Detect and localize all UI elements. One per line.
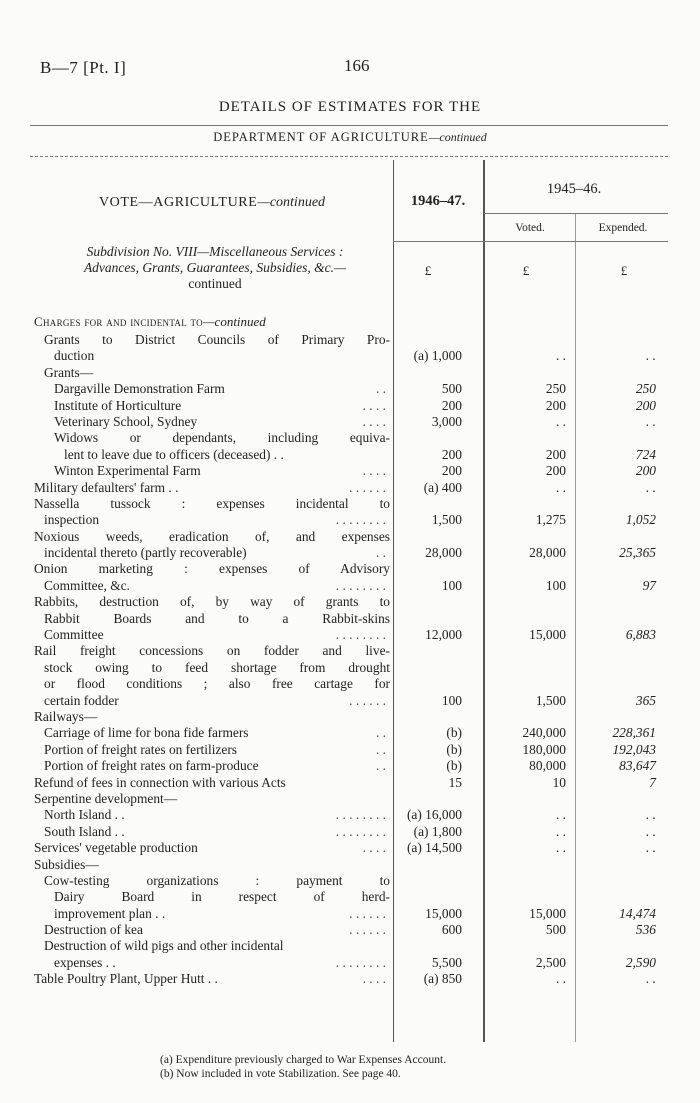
row-description-text: Grants to District Councils of Primary Pro-: [44, 332, 390, 347]
row-value-voted: 15,000: [529, 905, 566, 921]
table-row: [0, 742, 700, 758]
row-value-1946-47: 600: [441, 922, 462, 938]
row-value-expended: 6,883: [625, 627, 656, 643]
row-description: [44, 922, 390, 938]
row-value-expended: 25,365: [619, 545, 656, 561]
row-value-expended: 83,647: [619, 758, 656, 774]
row-description: [64, 447, 390, 463]
row-description-text: Rabbits, destruction of, by way of grants to: [34, 594, 390, 610]
table-row: [0, 709, 700, 725]
table-row: [0, 512, 700, 528]
table-row: [0, 529, 700, 545]
table-row: [0, 693, 700, 709]
row-value-voted: . .: [555, 479, 566, 495]
row-value-1946-47: 5,500: [431, 954, 462, 970]
row-description-text: expenses . .: [54, 954, 116, 970]
row-description: [54, 430, 390, 446]
subdivision-heading: [34, 244, 396, 292]
row-description-text: Railways—: [34, 708, 98, 724]
row-description: [44, 365, 390, 381]
row-leader-dots: . . . .: [362, 971, 386, 987]
row-value-voted: 200: [545, 397, 566, 413]
row-value-expended: 14,474: [619, 905, 656, 921]
row-leader-dots: . . . .: [362, 397, 386, 413]
row-value-1946-47: (b): [446, 758, 462, 774]
vote-continued: —continued: [257, 195, 326, 210]
table-row: [0, 807, 700, 823]
row-value-1946-47: 200: [441, 397, 462, 413]
table-row: [0, 857, 700, 873]
row-description-text: Institute of Horticulture: [54, 397, 182, 413]
row-description-text: incidental thereto (partly recoverable): [44, 545, 247, 561]
table-row: [0, 775, 700, 791]
department-name: DEPARTMENT OF AGRICULTURE: [213, 130, 429, 144]
row-leader-dots: . . . . . .: [349, 905, 386, 921]
estimates-table: [0, 332, 700, 988]
row-description: [34, 857, 390, 873]
row-description: [44, 512, 390, 528]
table-row: [0, 725, 700, 741]
table-row: [0, 398, 700, 414]
row-description-text: Portion of freight rates on farm-produce: [44, 758, 259, 774]
currency-1946: £: [424, 263, 432, 278]
table-row: [0, 447, 700, 463]
row-value-expended: 2,590: [625, 954, 656, 970]
row-value-1946-47: 12,000: [425, 627, 462, 643]
row-description: [34, 971, 390, 987]
row-leader-dots: . . . .: [362, 413, 386, 429]
row-description: [34, 791, 390, 807]
row-value-1946-47: 1,500: [431, 512, 462, 528]
column-header-voted: Voted.: [515, 222, 545, 234]
row-description: [44, 611, 390, 627]
row-description: [44, 578, 390, 594]
row-description-text: lent to leave due to officers (deceased) . .: [64, 446, 284, 462]
row-value-1946-47: (a) 16,000: [406, 807, 462, 823]
row-value-1946-47: (a) 400: [423, 479, 462, 495]
table-row: [0, 561, 700, 577]
row-description: [44, 725, 390, 741]
row-value-expended: . .: [645, 479, 656, 495]
row-description-text: Cow-testing organizations : payment to: [44, 872, 390, 888]
row-description: [34, 561, 390, 577]
row-value-voted: 10: [552, 774, 566, 790]
table-row: [0, 414, 700, 430]
row-leader-dots: . . . .: [362, 840, 386, 856]
row-value-expended: 7: [649, 774, 656, 790]
subdivision-line-1-text: Subdivision No. VIII—Miscellaneous Services :: [86, 244, 344, 259]
row-description: [44, 332, 390, 348]
vote-name: VOTE—AGRICULTURE: [98, 195, 258, 210]
table-row: [0, 889, 700, 905]
row-description-text: stock owing to feed shortage from drought: [44, 659, 390, 675]
page-number: 166: [344, 56, 370, 75]
table-row: [0, 480, 700, 496]
row-description: [54, 463, 390, 479]
table-row: [0, 578, 700, 594]
department-heading: [0, 130, 700, 145]
footnote-a: (a) Expenditure previously charged to War Expenses Account.: [160, 1054, 447, 1066]
vote-title: [32, 195, 392, 211]
table-row: [0, 381, 700, 397]
column-header-rule: [393, 241, 668, 242]
row-description-text: Refund of fees in connection with various Acts: [34, 774, 286, 790]
table-row: [0, 332, 700, 348]
table-row: [0, 840, 700, 856]
table-row: [0, 873, 700, 889]
row-description-text: Destruction of wild pigs and other incidental: [44, 938, 284, 954]
row-value-expended: . .: [645, 348, 656, 364]
row-description: [44, 545, 390, 561]
section-heading: [34, 314, 266, 330]
table-row: [0, 791, 700, 807]
row-description-text: inspection: [44, 512, 100, 528]
row-leader-dots: . . . . . . . .: [335, 807, 386, 823]
row-description: [44, 660, 390, 676]
table-row: [0, 938, 700, 954]
table-row: [0, 496, 700, 512]
table-row: [0, 430, 700, 446]
table-row: [0, 971, 700, 987]
row-value-1946-47: 15: [448, 774, 462, 790]
row-leader-dots: . . . . . .: [349, 692, 386, 708]
row-description-text: or flood conditions ; also free cartage for: [44, 676, 390, 692]
row-description-text: Veterinary School, Sydney: [54, 413, 198, 429]
row-description-text: Noxious weeds, eradication of, and expenses: [34, 528, 390, 544]
row-description: [54, 398, 390, 414]
column-header-1945-46: 1945–46.: [546, 181, 602, 197]
row-value-expended: . .: [645, 823, 656, 839]
column-header-expended: Expended.: [598, 222, 648, 234]
row-value-expended: . .: [645, 807, 656, 823]
row-description-text: Onion marketing : expenses of Advisory: [34, 561, 390, 577]
row-leader-dots: . . . . . .: [349, 922, 386, 938]
row-value-1946-47: (a) 14,500: [406, 840, 462, 856]
row-value-voted: . .: [555, 971, 566, 987]
row-leader-dots: . . . .: [362, 463, 386, 479]
row-description-text: duction: [54, 348, 95, 364]
currency-voted: £: [522, 263, 530, 278]
row-description-text: Table Poultry Plant, Upper Hutt . .: [34, 971, 218, 987]
year-header-rule: [484, 213, 668, 214]
row-description: [44, 758, 390, 774]
row-description-text: Rail freight concessions on fodder and live-: [34, 643, 390, 659]
row-description-text: Portion of freight rates on fertilizers: [44, 741, 237, 757]
row-description: [54, 381, 390, 397]
row-description: [44, 824, 390, 840]
row-description: [44, 807, 390, 823]
row-value-1946-47: 200: [441, 463, 462, 479]
row-description-text: North Island . .: [44, 807, 125, 823]
row-value-1946-47: (a) 1,800: [413, 823, 462, 839]
row-description: [34, 496, 390, 512]
section-heading-continued: —continued: [202, 314, 266, 329]
row-value-voted: 1,500: [535, 692, 566, 708]
row-description-text: Military defaulters' farm . .: [34, 479, 179, 495]
row-description-text: South Island . .: [44, 823, 125, 839]
row-description: [54, 889, 390, 905]
row-value-1946-47: (a) 850: [423, 971, 462, 987]
row-value-voted: . .: [555, 413, 566, 429]
row-description-text: Committee: [44, 627, 104, 643]
row-description-text: Widows or dependants, including equiva-: [54, 430, 390, 446]
row-value-1946-47: (b): [446, 725, 462, 741]
table-row: [0, 660, 700, 676]
row-value-1946-47: 3,000: [431, 413, 462, 429]
row-leader-dots: . . . . . . . .: [335, 577, 386, 593]
row-description: [34, 480, 390, 496]
row-description-text: Committee, &c.: [44, 577, 130, 593]
row-leader-dots: . .: [375, 741, 386, 757]
row-value-voted: 250: [545, 381, 566, 397]
row-leader-dots: . . . . . . . .: [335, 954, 386, 970]
row-description: [44, 938, 390, 954]
row-description: [54, 348, 390, 364]
row-description-text: Winton Experimental Farm: [54, 463, 201, 479]
subdivision-line-3: continued: [188, 276, 242, 291]
table-row: [0, 365, 700, 381]
table-row: [0, 922, 700, 938]
column-header-1946-47: 1946–47.: [410, 193, 466, 209]
row-description-text: Carriage of lime for bona fide farmers: [44, 725, 249, 741]
row-value-expended: 200: [635, 397, 656, 413]
row-value-voted: 28,000: [529, 545, 566, 561]
row-leader-dots: . .: [375, 758, 386, 774]
row-description-text: Grants—: [44, 364, 94, 380]
row-value-voted: 100: [545, 577, 566, 593]
row-value-voted: 1,275: [535, 512, 566, 528]
row-value-expended: 192,043: [612, 741, 656, 757]
document-code: B—7 [Pt. I]: [40, 58, 127, 77]
row-value-1946-47: (b): [446, 741, 462, 757]
row-leader-dots: . . . . . . . .: [335, 512, 386, 528]
row-value-expended: 1,052: [625, 512, 656, 528]
table-row: [0, 906, 700, 922]
row-value-1946-47: (a) 1,000: [413, 348, 462, 364]
row-description: [34, 840, 390, 856]
row-value-voted: 200: [545, 463, 566, 479]
row-description: [54, 906, 390, 922]
table-row: [0, 758, 700, 774]
row-value-expended: . .: [645, 971, 656, 987]
footnote-b: (b) Now included in vote Stabilization. See page 40.: [160, 1068, 401, 1080]
row-value-voted: 15,000: [529, 627, 566, 643]
row-value-expended: 228,361: [612, 725, 656, 741]
row-description-text: Subsidies—: [34, 856, 99, 872]
row-description-text: Serpentine development—: [34, 790, 178, 806]
row-value-expended: 200: [635, 463, 656, 479]
row-description-text: certain fodder: [44, 692, 119, 708]
subdivision-line-2-text: Advances, Grants, Guarantees, Subsidies, &c.—: [83, 260, 347, 275]
row-description: [54, 414, 390, 430]
row-description: [44, 627, 390, 643]
row-value-voted: . .: [555, 348, 566, 364]
row-value-v1: 200: [441, 446, 462, 462]
table-row: [0, 676, 700, 692]
row-leader-dots: . .: [375, 545, 386, 561]
table-row: [0, 594, 700, 610]
row-value-expended: 250: [635, 381, 656, 397]
row-value-voted: 2,500: [535, 954, 566, 970]
row-leader-dots: . .: [375, 381, 386, 397]
row-description-text: Destruction of kea: [44, 922, 143, 938]
row-value-expended: 97: [642, 577, 656, 593]
row-description: [44, 742, 390, 758]
row-value-1946-47: 100: [441, 577, 462, 593]
row-description-text: Dargaville Demonstration Farm: [54, 381, 225, 397]
row-description: [34, 775, 390, 791]
row-description: [54, 955, 390, 971]
row-value-1946-47: 15,000: [425, 905, 462, 921]
row-value-1946-47: 28,000: [425, 545, 462, 561]
row-leader-dots: . . . . . . . .: [335, 627, 386, 643]
row-value-voted: . .: [555, 840, 566, 856]
header-rule-bottom: [30, 156, 668, 157]
row-description: [34, 529, 390, 545]
table-row: [0, 627, 700, 643]
department-continued: —continued: [428, 130, 487, 144]
row-description: [44, 693, 390, 709]
row-description-text: Nassella tussock : expenses incidental to: [34, 495, 390, 511]
subdivision-line-1: [34, 244, 396, 260]
row-description: [44, 873, 390, 889]
table-row: [0, 611, 700, 627]
row-value-1946-47: 100: [441, 692, 462, 708]
row-value-expended: 365: [635, 692, 656, 708]
row-description-text: Dairy Board in respect of herd-: [54, 889, 390, 905]
row-description: [34, 594, 390, 610]
row-leader-dots: . .: [375, 725, 386, 741]
table-row: [0, 643, 700, 659]
currency-expended: £: [620, 263, 628, 278]
row-description-text: improvement plan . .: [54, 905, 166, 921]
table-row: [0, 955, 700, 971]
row-value-voted: 240,000: [522, 725, 566, 741]
section-heading-text: Charges for and incidental to: [34, 314, 203, 329]
header-rule-top: [30, 125, 668, 126]
table-row: [0, 348, 700, 364]
row-value-voted: 500: [545, 922, 566, 938]
row-value-voted: . .: [555, 823, 566, 839]
row-value-v3: 724: [635, 446, 656, 462]
row-value-voted: 180,000: [522, 741, 566, 757]
table-row: [0, 824, 700, 840]
page-title: DETAILS OF ESTIMATES FOR THE: [218, 99, 482, 115]
row-value-expended: . .: [645, 840, 656, 856]
row-description: [34, 643, 390, 659]
row-description-text: Services' vegetable production: [34, 840, 198, 856]
row-value-v2: 200: [545, 446, 566, 462]
row-description: [44, 676, 390, 692]
row-value-expended: . .: [645, 413, 656, 429]
row-value-voted: . .: [555, 807, 566, 823]
row-leader-dots: . . . . . .: [349, 479, 386, 495]
table-row: [0, 545, 700, 561]
table-row: [0, 463, 700, 479]
subdivision-line-2: [34, 260, 396, 276]
row-value-1946-47: 500: [441, 381, 462, 397]
row-leader-dots: . . . . . . . .: [335, 823, 386, 839]
row-description: [34, 709, 390, 725]
row-value-expended: 536: [635, 922, 656, 938]
row-description-text: Rabbit Boards and to a Rabbit-skins: [44, 610, 390, 626]
row-value-voted: 80,000: [529, 758, 566, 774]
